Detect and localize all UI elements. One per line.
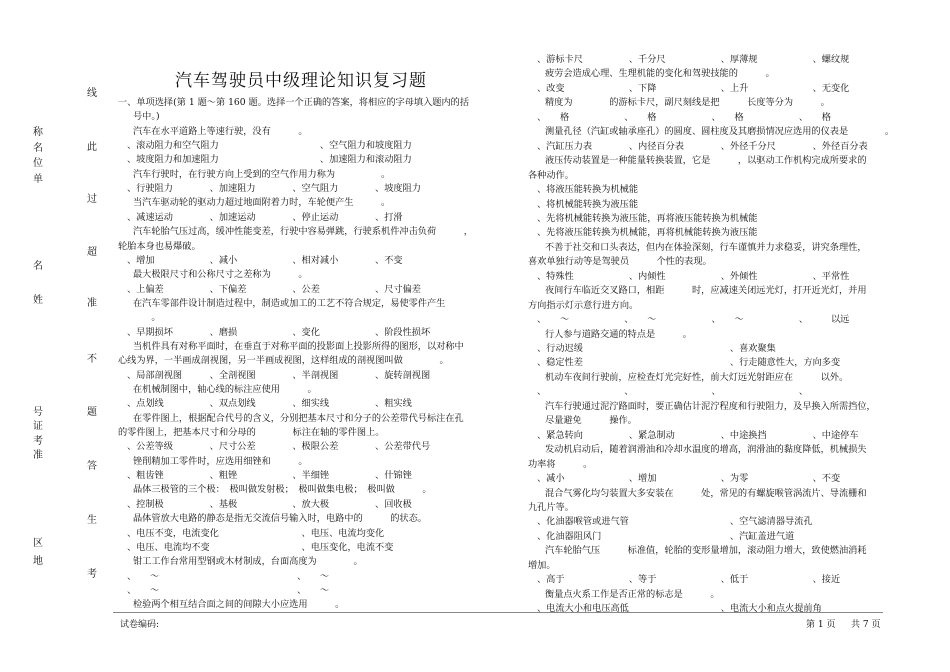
text-line: 、上偏差 、下偏差 、公差 、尺寸偏差 [127,283,421,295]
text-line: 汽车行驶通过泥泞路面时，要正确估计泥泞程度和行驶阻力，及早换入所需挡位， [545,400,876,412]
margin-char: 线 [87,88,97,99]
text-line: 喜欢单独行动等是驾驶员 个性的表现。 [528,256,712,268]
text-line: 各种动作。 [528,169,574,181]
margin-char: 名 [33,143,43,154]
text-line: 、 格 、 格 、 格 、 格 [537,111,831,123]
text-line: 汽车在水平道路上等速行驶，没有 。 [133,125,308,137]
text-line: 精度为 的游标卡尺，副尺刻线是把 长度等分为 。 [545,97,830,109]
text-line: 、 ～ 、 ～ [127,570,330,582]
margin-char: 姓 [33,295,43,306]
text-line: 在汽车零部件设计制造过程中，制造或加工的工艺不符合规定，易使零件产生 [133,297,446,309]
text-line: 增加。 [528,559,556,571]
page-total: 共 7 页 [851,620,881,630]
margin-char: 考 [87,569,97,580]
text-line: 、增加 、减小 、相对减小 、不变 [127,254,403,266]
text-line: 的零件图上，把基本尺寸和分母的 标注在轴的零件图上。 [118,427,385,439]
text-line: 、行驶阻力 、加速阻力 、空气阻力 、坡度阻力 [127,183,421,195]
text-line: 、行动迟缓 、喜欢聚集 [537,343,776,354]
text-line: 。 [133,312,161,324]
text-line: 、将机械能转换为液压能 [537,198,639,210]
text-line: 、坡度阻力和加速阻力 、加速阻力和滚动阻力 [127,154,412,166]
text-line: 九孔片等。 [528,501,574,513]
text-line: 、局部剖视图 、全剖视图 、半剖视图 、旋转剖视图 [127,369,431,381]
page-current: 第 1 页 [806,620,836,630]
text-line: 轮胎本身也易爆破。 [118,240,201,252]
text-line: 方向指示灯示意行进方向。 [528,299,639,311]
text-line: 在机械制图中，轴心线的标注应使用 。 [133,384,317,395]
margin-char: 题 [87,407,97,418]
text-line: 、稳定性差 、行走随意性大，方向多变 [537,357,841,369]
text-line: 液压传动装置是一种能量转换装置，它是 ，以驱动工作机构完成所要求的 [545,155,867,167]
text-line: 、公差等级 、尺寸公差 、极限公差 、公差带代号 [127,441,431,453]
margin-char: 生 [87,515,97,526]
text-line: 、特殊性 、内倾性 、外倾性 、平常性 [537,270,850,282]
text-line: 、电压不变，电流变化 、电压、电流均变化 [127,527,385,539]
text-line: 、将液压能转换为机械能 [537,184,639,196]
text-line: 、电流大小和电压高低 、电流大小和点火提前角 [537,603,822,615]
text-line: 晶体管放大电路的静态是指无交流信号输入时，电路中的 的状态。 [133,513,427,525]
text-line: 、 ～ 、 ～ [127,584,330,596]
margin-char: 区 [33,538,43,549]
text-line: 号中。) [133,111,160,123]
text-line: 锉削精加工零件时，应选用细锉和 。 [133,455,308,467]
text-line: 、化油器阻风门 、汽缸盖进气道 [537,530,795,542]
text-line: 钳工工作台常用型钢或木材制成，台面高度为 。 [133,556,363,568]
text-line: 汽车行驶时，在行驶方向上受到的空气作用力称为 。 [133,168,391,180]
text-line: 、点划线 、双点划线 、细实线 、粗实线 [127,398,412,410]
text-line: 汽车轮胎气压过高，缓冲性能变差，行驶中容易弹跳，行驶系机件冲击负荷 ， [133,226,473,238]
text-line: 检验两个相互结合面之间的间隙大小应选用 。 [133,599,345,611]
text-line: 、滚动阻力和空气阻力 、空气阻力和坡度阻力 [127,140,412,152]
text-line: 当机件具有对称平面时，在垂直于对称平面的投影面上投影所得的图形，以对称中 [133,340,464,352]
text-line: 混合气雾化均匀装置大多安装在 处，常见的有螺旋喉管涡流片、导流栅和 [545,487,867,499]
text-line: 、减速运动 、加速运动 、停止运动 、打滑 [127,211,403,223]
text-line: 、先将液压能转换为机械能，再将机械能转换为液压能 [537,227,758,239]
text-line: 、早期损坏 、磨损 、变化 、阶段性损坏 [127,326,431,338]
text-line: 测量孔径（汽缸或轴承座孔）的圆度、圆柱度及其磨损情况应选用的仪表是 。 [545,126,895,138]
text-line: 、汽缸压力表 、内径百分表 、外径千分尺 、外径百分表 [537,140,868,152]
margin-char: 准 [33,450,43,461]
text-line: 衡量点火系工作是否正常的标志是 。 [545,588,720,600]
margin-char: 答 [87,461,97,472]
text-line: 机动车夜间行驶前，应检查灯光完好性，前大灯远光射距应在 以外。 [545,371,849,383]
text-line: 、粗齿锉 、粗锉 、半细锉 、什锦锉 [127,470,412,482]
text-line: 心线为界，一半画成剖视图，另一半画成视图，这样组成的剖视图叫做 。 [118,355,449,367]
text-line: 汽车轮胎气压 标准值，轮胎的变形量增加，滚动阻力增大，致使燃油消耗 [545,545,867,557]
margin-char: 此 [87,142,97,153]
text-line: 尽量避免 操作。 [545,415,637,427]
margin-char: 号 [33,407,43,418]
margin-char: 过 [87,194,97,205]
margin-char: 位 [33,158,43,169]
text-line: 、先将机械能转换为液压能，再将液压能转换为机械能 [537,212,758,224]
text-line: 、控制极 、基极 、放大极 、回收极 [127,498,412,510]
text-line: 最大极限尺寸和公称尺寸之差称为 。 [133,269,308,281]
text-line: 、 、 、 、 [537,386,809,398]
text-line: 、 ～ 、 ～ 、 ～ 、 以远 [537,314,850,326]
text-line: 、电压、电流均不变 、电压变化，电流不变 [127,541,394,553]
text-line: 行人参与道路交通的特点是 。 [545,328,692,340]
margin-char: 不 [87,354,97,365]
text-line: 、改变 、下降 、上升 、无变化 [537,82,850,94]
text-line: 在零件图上，根据配合代号的含义，分别把基本尺寸和分子的公差带代号标注在孔 [133,412,464,424]
margin-char: 名 [33,261,43,272]
text-line: 功率将 。 [528,458,593,470]
document-title: 汽车驾驶员中级理论知识复习题 [175,71,427,91]
text-line: 发动机启动后，随着润滑油和冷却水温度的增高，润滑油的黏度降低，机械损失 [545,444,867,456]
margin-char: 准 [87,298,97,309]
margin-char: 地 [33,556,43,567]
exam-code-label: 试卷编码: [120,620,160,630]
text-line: 晶体三极管的三个极： 极叫做发射极； 极叫做集电极； 极叫做 。 [133,484,432,496]
margin-char: 超 [87,247,97,258]
text-line: 不善于社交和口头表达，但内在体验深刻，行车谨慎并力求稳妥，讲究条理性， [545,241,867,253]
text-line: 、高于 、等于 、低于 、接近 [537,574,841,586]
margin-char: 考 [33,436,43,447]
margin-char: 证 [33,421,43,432]
text-line: 、化油器喉管或进气管 、空气滤清器导流孔 [537,516,813,528]
margin-char: 单 [33,174,43,185]
text-line: 、紧急转向 、紧急制动 、中途换挡 、中途停车 [537,429,859,441]
text-line: 、游标卡尺 、千分尺 、厚薄规 、螺纹规 [537,54,850,65]
margin-char: 称 [33,127,43,138]
text-line: 当汽车驱动轮的驱动力超过地面附着力时，车轮便产生 。 [133,197,391,209]
text-line: 夜间行车临近交叉路口，相距 时，应减速关闭远光灯，打开近光灯，并用 [545,285,867,297]
text-line: 一、单项选择(第 1 题～第 160 题。选择一个正确的答案，将相应的字母填入题内的括 [118,97,470,108]
text-line: 疲劳会造成心理、生理机能的变化和驾驶技能的 。 [545,68,775,80]
text-line: 、减小 、增加 、为零 、不变 [537,473,841,485]
